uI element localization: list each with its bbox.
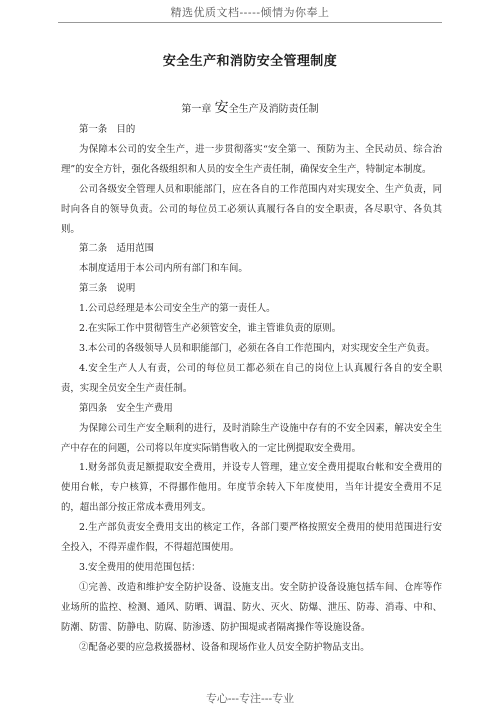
header-divider <box>58 22 442 23</box>
paragraph: 为保障公司生产安全顺利的进行，及时消除生产设施中存有的不安全因素，解决安全生产中存在的问题，公司将以年度实际销售收入的一定比例提取安全费用。 <box>61 422 442 454</box>
list-item: 1.财务部负责足额提取安全费用，并设专人管理，建立安全费用提取台帐和安全费用的使用台帐，专户核算，不得挪作他用。年度节余转入下年度使用，当年计提安全费用不足的，超出部分按正常成本费用列支。 <box>61 462 442 514</box>
article-heading-1: 第一条 目的 <box>79 124 136 135</box>
paragraph: 为保障本公司的安全生产，进一步贯彻落实“安全第一、预防为主、全民动员、综合治理”的安全方针，强化各级组织和人员的安全生产责任制，确保安全生产，特制定本制度。 <box>61 143 442 175</box>
sub-list-item: ②配备必要的应急救援器材、设备和现场作业人员安全防护物品支出。 <box>79 641 370 653</box>
list-item: 3.本公司的各级领导人员和职能部门，必须在各自工作范围内，对实现安全生产负责。 <box>79 342 435 354</box>
document-body <box>61 120 442 657</box>
article-heading-2: 第二条 适用范围 <box>79 243 155 255</box>
paragraph: 公司各级安全管理人员和职能部门，应在各自的工作范围内对实现安全、生产负责，同时向各自的领导负责。公司的每位员工必须认真履行各自的安全职责，各尽职守、各负其则。 <box>61 183 442 235</box>
list-item: 3.安全费用的使用范围包括： <box>79 561 201 573</box>
paragraph: 本制度适用于本公司内所有部门和车间。 <box>79 263 248 275</box>
chapter-title: 全生产及消防责任制 <box>228 104 319 115</box>
list-item: 2.在实际工作中贯彻管生产必须管安全，谁主管谁负责的原则。 <box>79 323 342 335</box>
list-item: 2.生产部负责安全费用支出的核定工作，各部门要严格按照安全费用的使用范围进行安全投入，不得弄虚作假，不得超范围使用。 <box>61 522 442 554</box>
chapter-big-char: 安 <box>214 100 229 116</box>
sub-list-item: ①完善、改造和维护安全防护设备、设施支出。安全防护设备设施包括车间、仓库等作业场所的监控、检测、通风、防晒、调温、防火、灭火、防爆、泄压、防毒、消毒、中和、防潮、防雷、防静电、防腐、防渗透、防护围堤或者隔离操作等设施设备。 <box>61 581 442 633</box>
article-heading-3: 第三条 说明 <box>79 283 136 295</box>
list-item: 4.安全生产人人有责，公司的每位员工都必须在自己的岗位上认真履行各自的安全职责，实现全员安全生产责任制。 <box>61 362 442 394</box>
list-item: 1.公司总经理是本公司安全生产的第一责任人。 <box>79 303 276 315</box>
document-title: 安全生产和消防安全管理制度 <box>162 54 338 69</box>
page-header: 精选优质文档-----倾情为你奉上 <box>170 6 330 19</box>
article-heading-4: 第四条 安全生产费用 <box>79 402 173 414</box>
chapter-heading <box>0 97 500 117</box>
page-footer: 专心---专注---专业 <box>205 692 295 705</box>
chapter-prefix: 第一章 <box>181 104 212 115</box>
